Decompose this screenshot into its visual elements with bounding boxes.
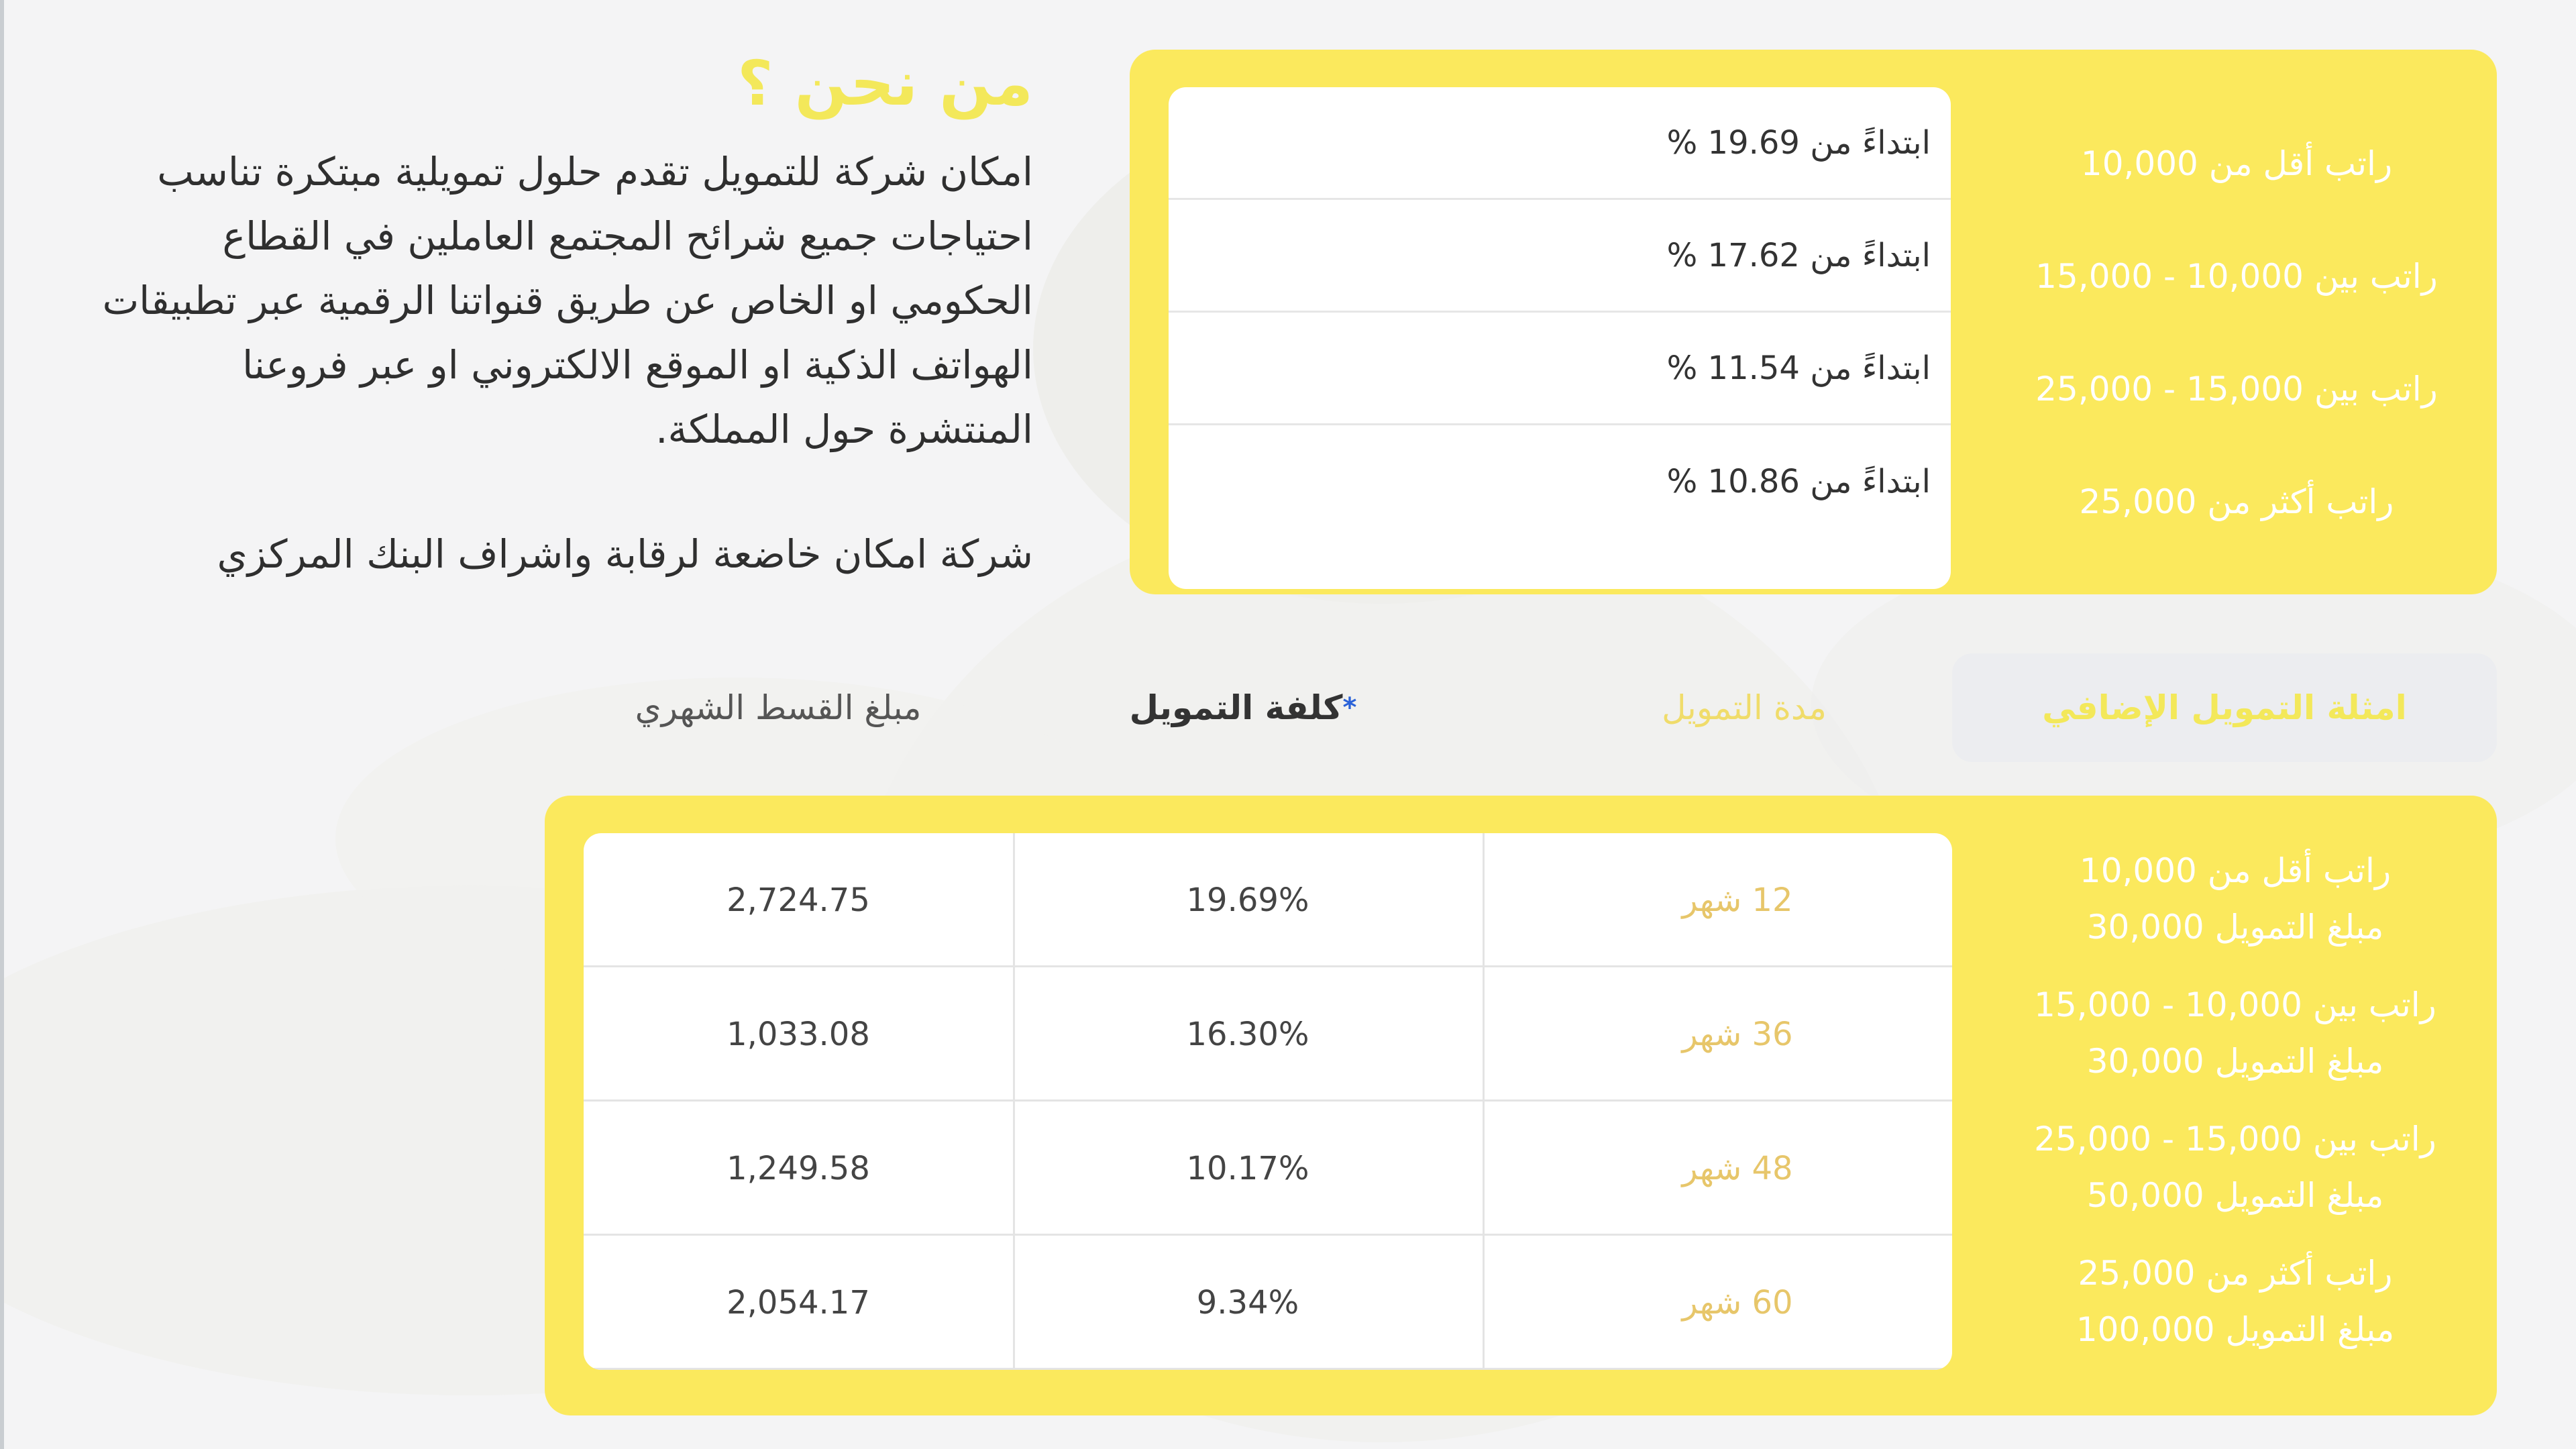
months-cell: 12 شهر [1682,881,1793,919]
installment-cell: 2,054.17 [727,1284,870,1322]
col-installment: مبلغ القسط الشهري [635,688,922,727]
col-cost [1046,653,1449,762]
example-salary: راتب أقل من 10,000 [2079,851,2392,890]
rates-card [1169,87,1951,589]
examples-panel [545,796,2497,1415]
about-paragraph: امكان شركة للتمويل تقدم حلول تمويلية مبتكرة تناسب احتياجات جميع شرائح المجتمع العاملين في القطاع الحكومي او الخاص عن طريق قنواتنا الرقمية عبر تطبيقات الهواتف الذكية او الموقع الالكتروني او عبر فروعنا المنتشرة حول المملكة. [102,149,1033,453]
left-edge-bar [0,0,4,1449]
examples-header [550,653,2497,762]
rates-panel [1130,50,2497,594]
cost-cell: 16.30% [1186,1016,1309,1053]
example-amount: مبلغ التمويل 30,000 [2086,908,2384,947]
example-label [1974,977,2497,1089]
example-salary: راتب أكثر من 25,000 [2078,1254,2393,1293]
rate-row [1169,313,1951,425]
installment-cell: 1,249.58 [727,1150,870,1187]
salary-label: راتب أقل من 10,000 [2080,144,2393,183]
table-row [584,1102,1952,1236]
about-title [737,47,1033,121]
rate-value: ابتداءً من 11.54 % [1666,349,1931,387]
column-divider [1013,833,1015,1370]
months-cell: 60 شهر [1682,1284,1793,1322]
example-salary: راتب بين 15,000 - 25,000 [2034,1120,2436,1159]
table-row [584,1236,1952,1370]
rate-row [1169,87,1951,200]
example-amount: مبلغ التمويل 50,000 [2086,1176,2384,1215]
cost-cell: 19.69% [1186,881,1309,919]
examples-card [584,833,1952,1370]
example-label [1974,1111,2497,1224]
about-title-text: من نحن ؟ [737,48,1033,119]
months-cell: 48 شهر [1682,1150,1793,1187]
salary-label: راتب بين 10,000 - 15,000 [2035,257,2438,296]
column-divider [1483,833,1485,1370]
installment-cell: 1,033.08 [727,1016,870,1053]
tab-additional-financing-examples[interactable]: امثلة التمويل الإضافي [1952,653,2497,762]
rate-value: ابتداءً من 17.62 % [1666,236,1931,274]
salary-label: راتب أكثر من 25,000 [2079,482,2394,521]
regulation-note: شركة امكان خاضعة لرقابة واشراف البنك المركزي [217,531,1033,578]
rate-row [1169,425,1951,538]
rate-value: ابتداءً من 19.69 % [1666,123,1931,162]
col-duration: مدة التمويل [1662,688,1827,727]
example-amount: مبلغ التمويل 30,000 [2086,1042,2384,1081]
months-cell: 36 شهر [1682,1016,1793,1053]
table-row [584,833,1952,967]
col-cost-label: كلفة التمويل [1129,688,1343,727]
asterisk-mark: * [1342,692,1357,723]
example-salary: راتب بين 10,000 - 15,000 [2034,985,2436,1024]
cost-cell: 10.17% [1186,1150,1309,1187]
cost-cell: 9.34% [1196,1284,1299,1322]
rate-value: ابتداءً من 10.86 % [1666,463,1931,500]
example-label [1974,1245,2497,1358]
installment-cell: 2,724.75 [727,881,870,919]
rate-row [1169,200,1951,313]
about-section [94,47,1033,586]
table-row [584,967,1952,1102]
example-label [1974,843,2497,955]
example-amount: مبلغ التمويل 100,000 [2076,1310,2395,1349]
salary-label: راتب بين 15,000 - 25,000 [2035,370,2438,409]
